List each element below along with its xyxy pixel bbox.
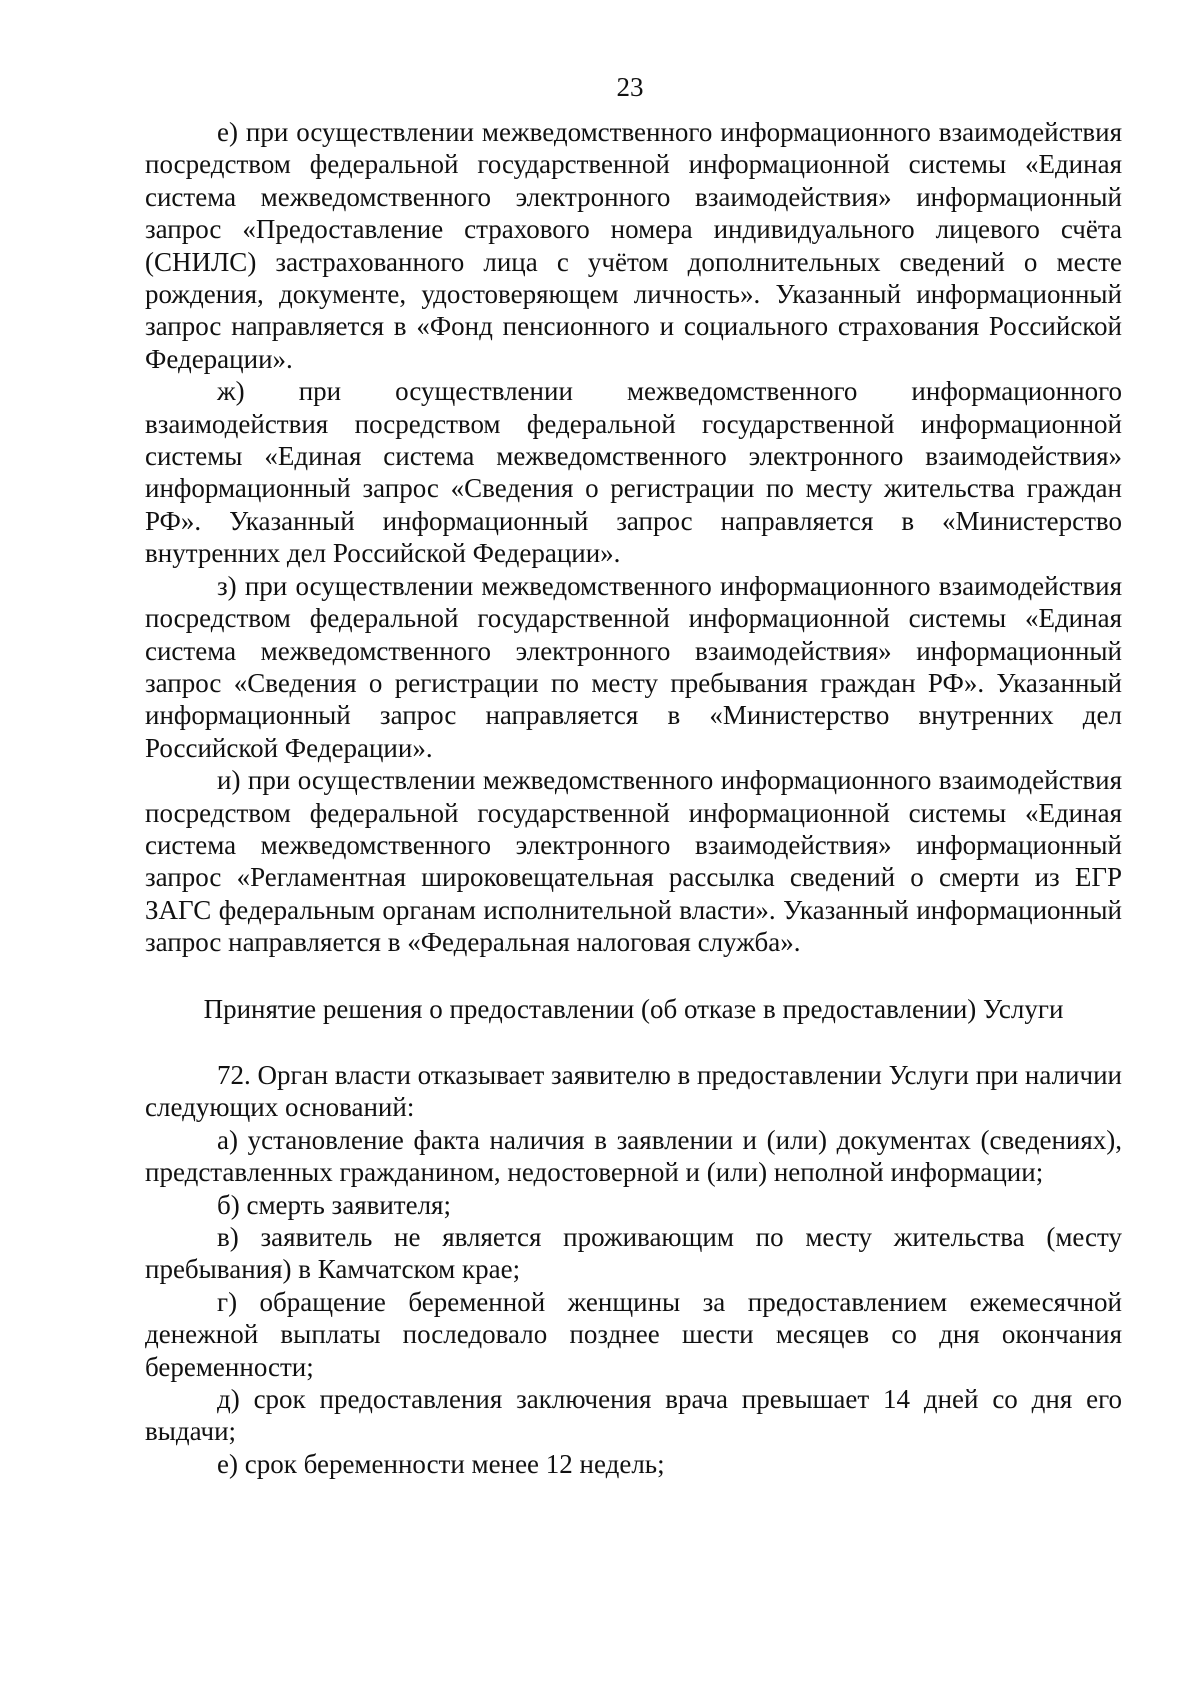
list-item-a: а) установление факта наличия в заявлении и (или) документах (сведениях), представленных гражданином, недостоверной и (или) неполной информации; [145, 1124, 1122, 1188]
page-number: 23 [616, 72, 644, 102]
paragraph-zh-residence-request: ж) при осуществлении межведомственного информационного взаимодействия посредством федеральной государственной информационной системы «Единая система межведомственного электронного взаимодействия» информационный запрос «Сведения о регистрации по месту жительства граждан РФ». Указанный информационный запрос направляется в «Министерство внутренних дел Российской Федерации». [145, 376, 1122, 569]
paragraph-z-stay-request: з) при осуществлении межведомственного информационного взаимодействия посредством федеральной государственной информационной системы «Единая система межведомственного электронного взаимодействия» информационный запрос «Сведения о регистрации по месту пребывания граждан РФ». Указанный информационный запрос направляется в «Министерство внутренних дел Российской Федерации». [145, 570, 1122, 763]
list-item-e: е) срок беременности менее 12 недель; [217, 1448, 665, 1479]
list-item-b: б) смерть заявителя; [217, 1189, 451, 1220]
list-item-d: д) срок предоставления заключения врача превышает 14 дней со дня его выдачи; [145, 1384, 1122, 1447]
list-item-g: г) обращение беременной женщины за предоставлением ежемесячной денежной выплаты последовало позднее шести месяцев со дня окончания беременности; [145, 1286, 1122, 1382]
section-heading: Принятие решения о предоставлении (об отказе в предоставлении) Услуги [203, 993, 1064, 1024]
list-item-v: в) заявитель не является проживающим по месту жительства (месту пребывания) в Камчатском крае; [145, 1222, 1122, 1285]
paragraph-72-refusal-grounds: 72. Орган власти отказывает заявителю в предоставлении Услуги при наличии следующих оснований: [145, 1059, 1122, 1123]
paragraph-i-death-records-request: и) при осуществлении межведомственного информационного взаимодействия посредством федеральной государственной информационной системы «Единая система межведомственного электронного взаимодействия» информационный запрос «Регламентная широковещательная рассылка сведений о смерти из ЕГР ЗАГС федеральным органам исполнительной власти». Указанный информационный запрос направляется в «Федеральная налоговая служба». [145, 765, 1122, 958]
paragraph-e-snils-request: е) при осуществлении межведомственного информационного взаимодействия посредством федеральной государственной информационной системы «Единая система межведомственного электронного взаимодействия» информационный запрос «Предоставление страхового номера индивидуального лицевого счёта (СНИЛС) застрахованного лица с учётом дополнительных сведений о месте рождения, документе, удостоверяющем личность». Указанный информационный запрос направляется в «Фонд пенсионного и социального страхования Российской Федерации». [145, 117, 1122, 374]
document-body [145, 116, 1122, 1480]
